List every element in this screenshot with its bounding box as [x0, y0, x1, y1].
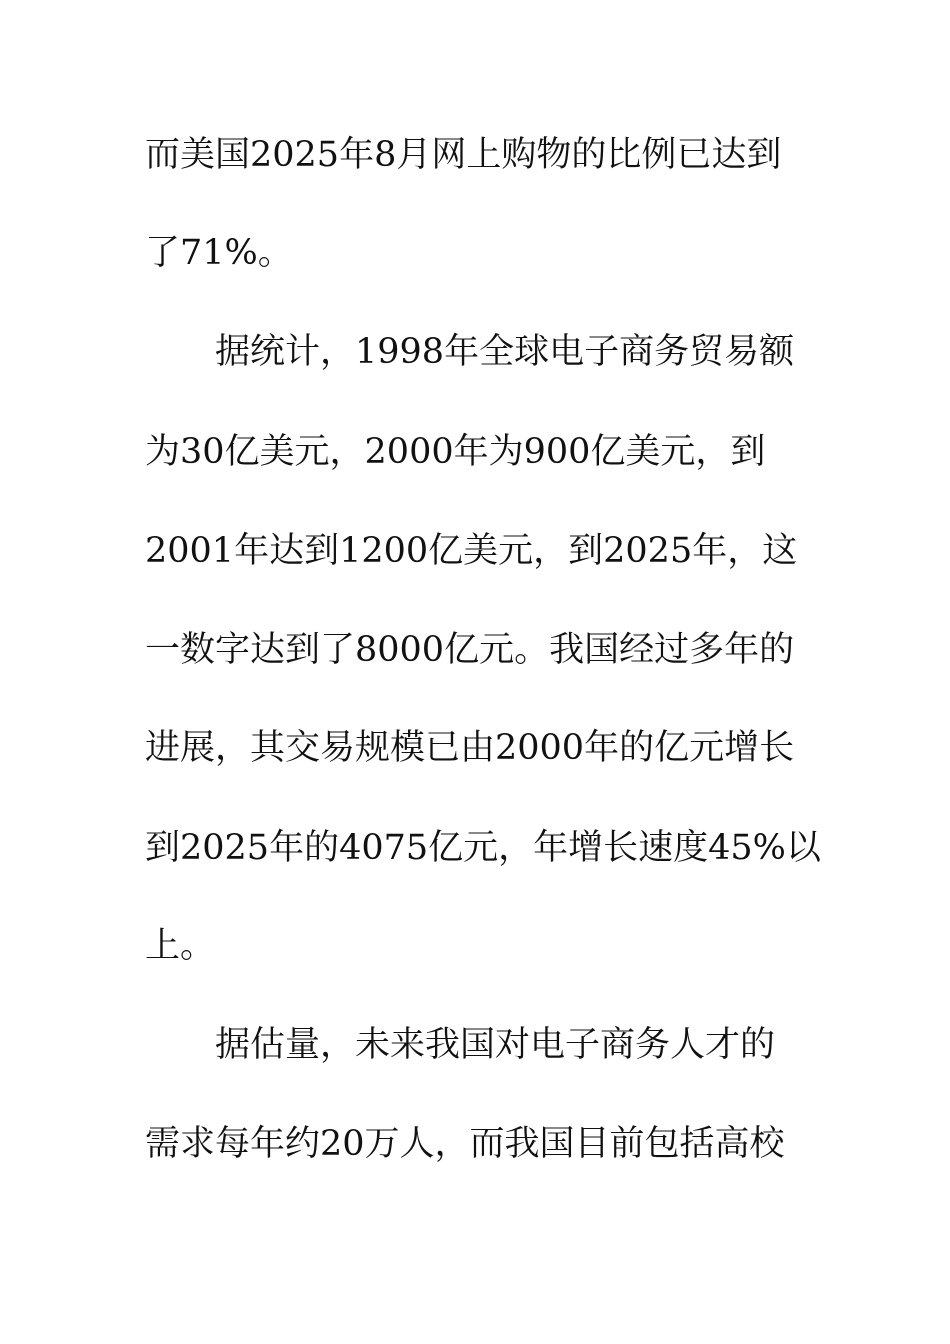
- text-line: 需求每年约20万人，而我国目前包括高校: [145, 1124, 785, 1164]
- text-line: 据统计，1998年全球电子商务贸易额: [215, 332, 795, 372]
- text-line: 2001年达到1200亿美元，到2025年，这: [145, 531, 798, 571]
- text-line: 一数字达到了8000亿元。我国经过多年的: [145, 630, 795, 670]
- text-line: 了71%。: [145, 233, 293, 273]
- text-line: 到2025年的4075亿元，年增长速度45%以: [145, 828, 821, 868]
- text-line: 进展，其交易规模已由2000年的亿元增长: [145, 728, 795, 768]
- text-line: 上。: [145, 926, 216, 966]
- text-line: 据估量，未来我国对电子商务人才的: [215, 1025, 776, 1065]
- text-line: 而美国2025年8月网上购物的比例已达到: [145, 135, 782, 175]
- text-line: 为30亿美元，2000年为900亿美元，到: [145, 432, 766, 472]
